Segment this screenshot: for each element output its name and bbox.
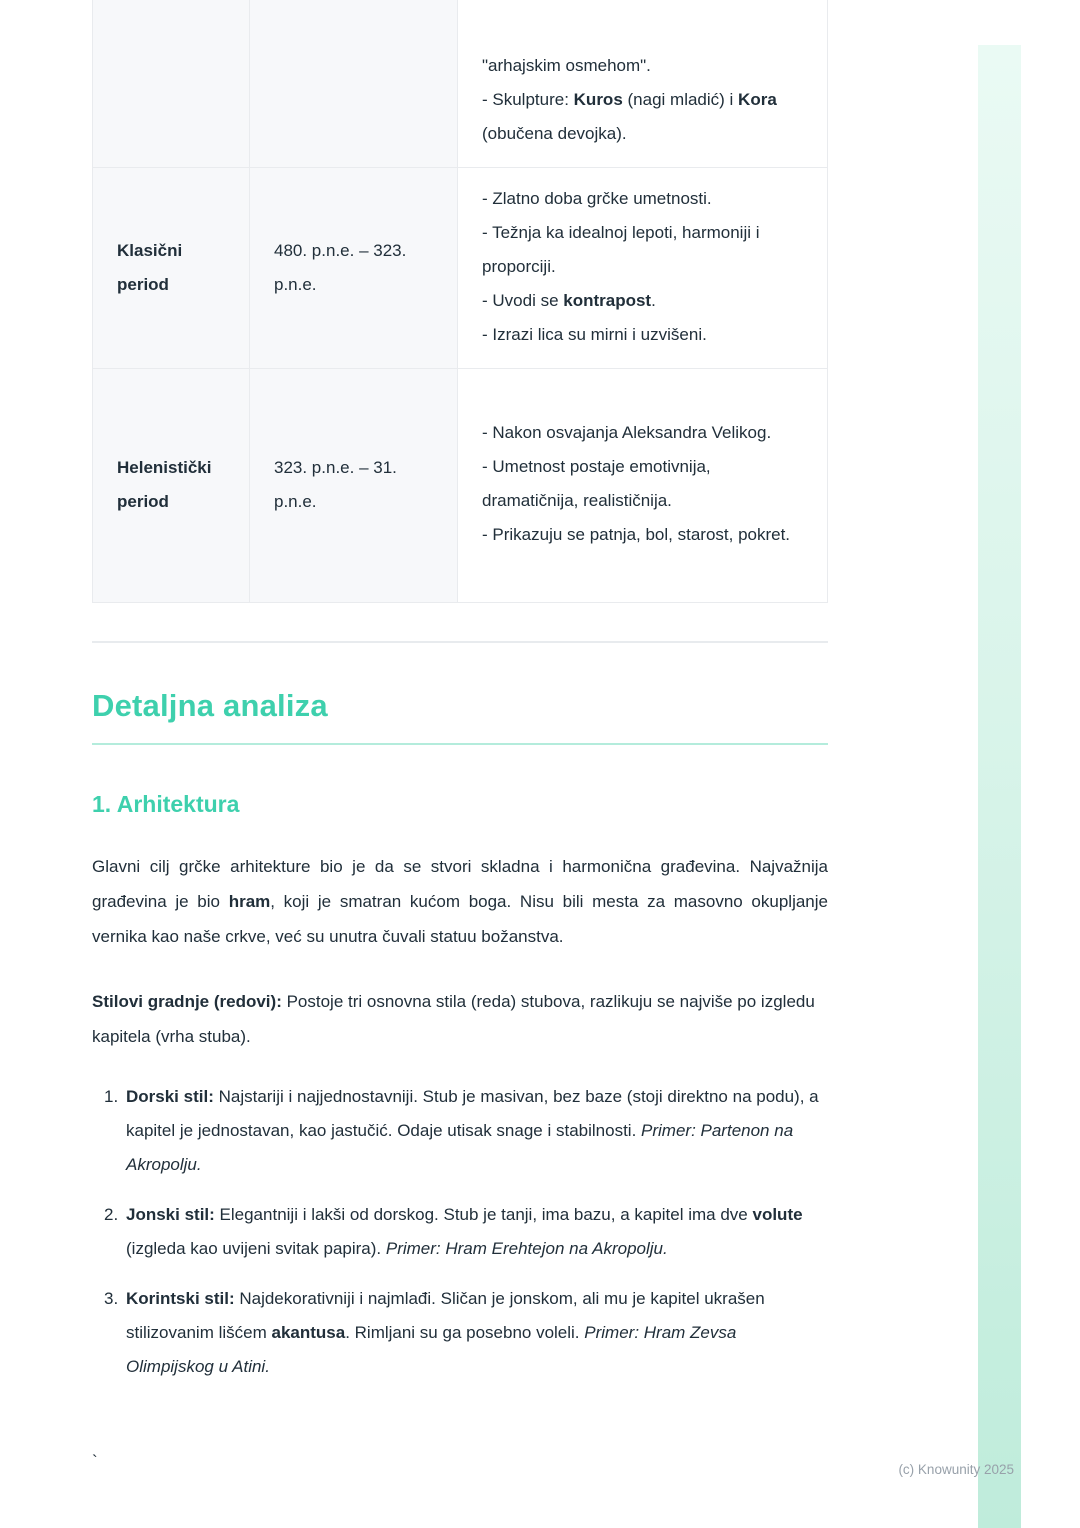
title-underline xyxy=(92,743,828,745)
list-number: 1. xyxy=(104,1086,119,1106)
architecture-paragraph: Glavni cilj grčke arhitekture bio je da se stvori skladna i harmonična građevina. Najvažnija građevina je bio hram, koji je smatran kućom boga. Nisu bili mesta za masovno okupljanje vernika kao naše crkve, već su unutra čuvali statuu božanstva. xyxy=(92,856,828,946)
description-cell: "arhajskim osmehom". - Skulpture: Kuros (nagi mladić) i Kora (obučena devojka). xyxy=(458,0,828,167)
section-divider xyxy=(92,641,828,643)
dates-cell: 323. p.n.e. – 31. p.n.e. xyxy=(250,368,458,602)
period-cell xyxy=(93,0,250,167)
list-number: 3. xyxy=(104,1288,119,1308)
table-row-classical xyxy=(93,167,828,368)
list-item-text: Korintski stil: Najdekorativniji i najmlađi. Sličan je jonskom, ali mu je kapitel ukrašen stilizovanim lišćem akantusa. Rimljani su ga posebno voleli. Primer: Hram Zevsa Olimpijskog u Atini. xyxy=(126,1288,765,1376)
list-item-corinthian xyxy=(92,1282,828,1384)
list-item-ionic xyxy=(92,1198,828,1266)
styles-intro-paragraph: Stilovi gradnje (redovi): Postoje tri osnovna stila (reda) stubova, razlikuju se najviše po izgledu kapitela (vrha stuba). xyxy=(92,991,815,1046)
list-item-text: Dorski stil: Najstariji i najjednostavniji. Stub je masivan, bez baze (stoji direktno na podu), a kapitel je jednostavan, kao jastučić. Odaje utisak snage i stabilnosti. Primer: Partenon na Akropolju. xyxy=(126,1086,819,1174)
dates-cell xyxy=(250,0,458,167)
list-number: 2. xyxy=(104,1204,119,1224)
page-title: Detaljna analiza xyxy=(92,687,328,723)
period-cell: Klasični period xyxy=(93,167,250,368)
stray-character: ` xyxy=(92,1452,98,1471)
table-row-archaic-partial xyxy=(93,0,828,167)
copyright-text: (c) Knowunity 2025 xyxy=(898,1462,1014,1477)
list-item-doric xyxy=(92,1080,828,1182)
description-cell: - Nakon osvajanja Aleksandra Velikog. - Umetnost postaje emotivnija, dramatičnija, realističnija. - Prikazuju se patnja, bol, starost, pokret. xyxy=(458,368,828,602)
list-item-text: Jonski stil: Elegantniji i lakši od dorskog. Stub je tanji, ima bazu, a kapitel ima dve volute (izgleda kao uvijeni svitak papira). Primer: Hram Erehtejon na Akropolju. xyxy=(126,1204,803,1258)
description-cell: - Zlatno doba grčke umetnosti. - Težnja ka idealnoj lepoti, harmoniji i proporciji. - Uvodi se kontrapost. - Izrazi lica su mirni i uzvišeni. xyxy=(458,167,828,368)
subsection-heading: 1. Arhitektura xyxy=(92,790,240,817)
right-accent-strip xyxy=(978,45,1021,1528)
periods-table xyxy=(92,0,828,603)
dates-cell: 480. p.n.e. – 323. p.n.e. xyxy=(250,167,458,368)
period-cell: Helenistički period xyxy=(93,368,250,602)
styles-list xyxy=(92,1080,828,1384)
table-row-hellenistic xyxy=(93,368,828,602)
document-content xyxy=(92,0,828,1384)
